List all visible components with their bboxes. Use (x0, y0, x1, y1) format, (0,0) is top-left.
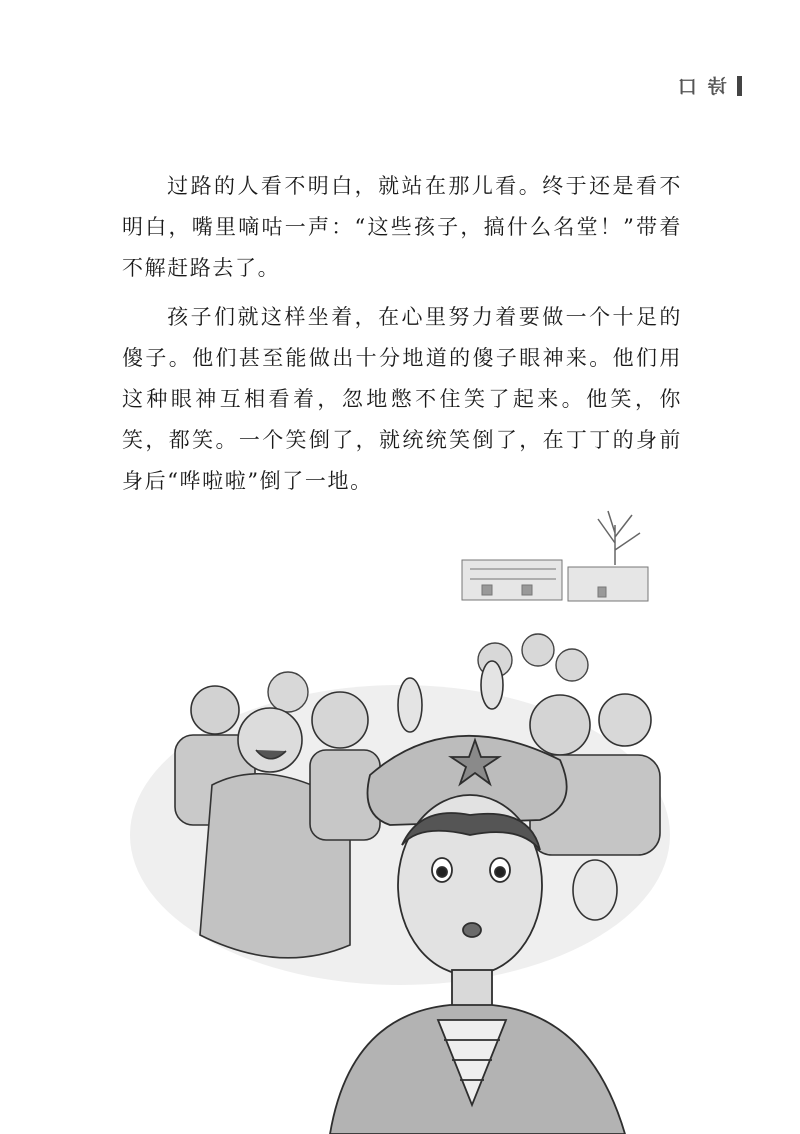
bare-tree (598, 511, 640, 565)
running-head (676, 72, 742, 99)
paragraph-1: 过路的人看不明白，就站在那儿看。终于还是看不明白，嘴里嘀咕一声：“这些孩子，搞什么名堂！”带着不解赶路去了。 (122, 174, 682, 280)
body-text (122, 166, 682, 510)
background-houses (462, 560, 648, 601)
running-head-text: 诗 口 (676, 76, 727, 98)
paragraph-2: 孩子们就这样坐着，在心里努力着要做一个十足的傻子。他们甚至能做出十分地道的傻子眼神来。他们用这种眼神互相看着，忽地憋不住笑了起来。他笑，你笑，都笑。一个笑倒了，就统统笑倒了，在丁丁的身前身后“哗啦啦”倒了一地。 (122, 305, 682, 493)
children-illustration (120, 505, 680, 1134)
running-head-bar-icon (737, 76, 742, 96)
